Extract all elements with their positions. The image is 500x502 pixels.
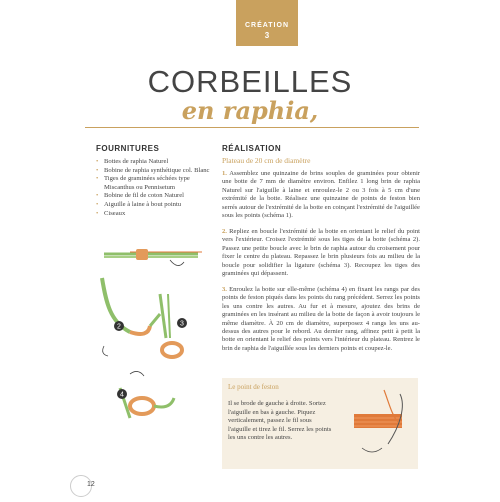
page-title: CORBEILLES <box>147 64 353 99</box>
stitch-diagrams <box>90 222 216 502</box>
creation-number: 3 <box>264 31 270 40</box>
title-divider <box>85 127 419 128</box>
tip-text: Il se brode de gauche à droite. Sortez l'aiguille en bas à gauche. Piquez verticalement, passez le fil sous l'aiguille et tirez le fil. Serrez les points les uns contre les autres. <box>228 400 332 442</box>
supply-item: • Ciseaux <box>96 210 211 219</box>
page-number: 12 <box>87 481 95 488</box>
supply-item: • Aiguille à laine à bout pointu <box>96 201 211 210</box>
step-2-number: 2. <box>222 228 227 235</box>
tip-box <box>222 378 418 469</box>
supply-item: • Tiges de graminées séchées type Miscanthus ou Pennisetum <box>96 175 211 192</box>
tip-title: Le point de feston <box>228 383 279 391</box>
diagram-3 <box>160 294 187 357</box>
diagram-4-label: 4 <box>120 391 124 399</box>
step-2 <box>222 228 420 278</box>
diagram-3-label: 3 <box>180 320 184 328</box>
step-1-text: Assemblez une quinzaine de brins souples de graminées pour obtenir une botte de 7 mm de diamètre environ. Enfilez 1 long brin de raphia Naturel sur l'aiguille à laine et enroulez-le 2 ou 3 fois à 5 cm d'une extrémité de la botte. Réalisez une quinzaine de points de feston bien serrés autour de l'extrémité de la botte en coinçant l'extrémité de l'aiguillée sous les points (schéma 1). <box>222 170 420 220</box>
diagram-2-label: 2 <box>117 323 121 331</box>
supply-item: • Bobine de fil de coton Naturel <box>96 192 211 201</box>
step-2-text: Repliez en boucle l'extrémité de la botte en orientant le relief du point vers l'extérieur. Croisez l'extrémité sous les tiges de la botte (schéma 2). Passez une petite boucle avec le brin de raphia autour du croisement pour fixer le centre du plateau. Repassez le brin plusieurs fois au milieu de la boucle pour solidifier la ligature (schéma 3). Recoupez les tiges des graminées qui dépassent. <box>222 228 420 278</box>
diagram-4 <box>117 371 174 418</box>
creation-label: CRÉATION <box>244 22 290 29</box>
supply-item: • Bottes de raphia Naturel <box>96 158 211 167</box>
page-number-badge <box>70 475 95 497</box>
supplies-heading: FOURNITURES <box>96 144 160 153</box>
step-3-number: 3. <box>222 286 227 293</box>
diagram-2 <box>102 278 160 356</box>
step-3-text: Enroulez la botte sur elle-même (schéma 4) en fixant les rangs par des points de feston piqués dans les points du rang précédent. Serrez les points les uns contre les autres. Au fur et à mesure, ajoutez des brins de graminées en les insérant au milieu de la botte de façon à avoir toujours le même diamètre. À 20 cm de diamètre, superposez 4 rangs les uns au-dessus des autres pour le rebord. Au dernier rang, affinez petit à petit la botte en orientant le relief des points vers l'intérieur du plateau. Rentrez le brin de raphia de l'aiguillée sous les derniers points et coupez-le. <box>222 286 420 352</box>
creation-tab <box>236 0 298 46</box>
supplies-list <box>96 158 211 218</box>
blanket-stitch-illustration <box>348 386 410 458</box>
step-1-number: 1. <box>222 170 227 177</box>
page-subtitle: en raphia, <box>181 96 319 125</box>
step-3 <box>222 286 420 353</box>
step-1 <box>222 170 420 220</box>
realisation-heading: RÉALISATION <box>222 144 282 153</box>
supply-item: • Bobine de raphia synthétique col. Blanc <box>96 167 211 176</box>
diagram-1 <box>104 249 202 266</box>
realisation-subheading: Plateau de 20 cm de diamètre <box>222 156 311 165</box>
